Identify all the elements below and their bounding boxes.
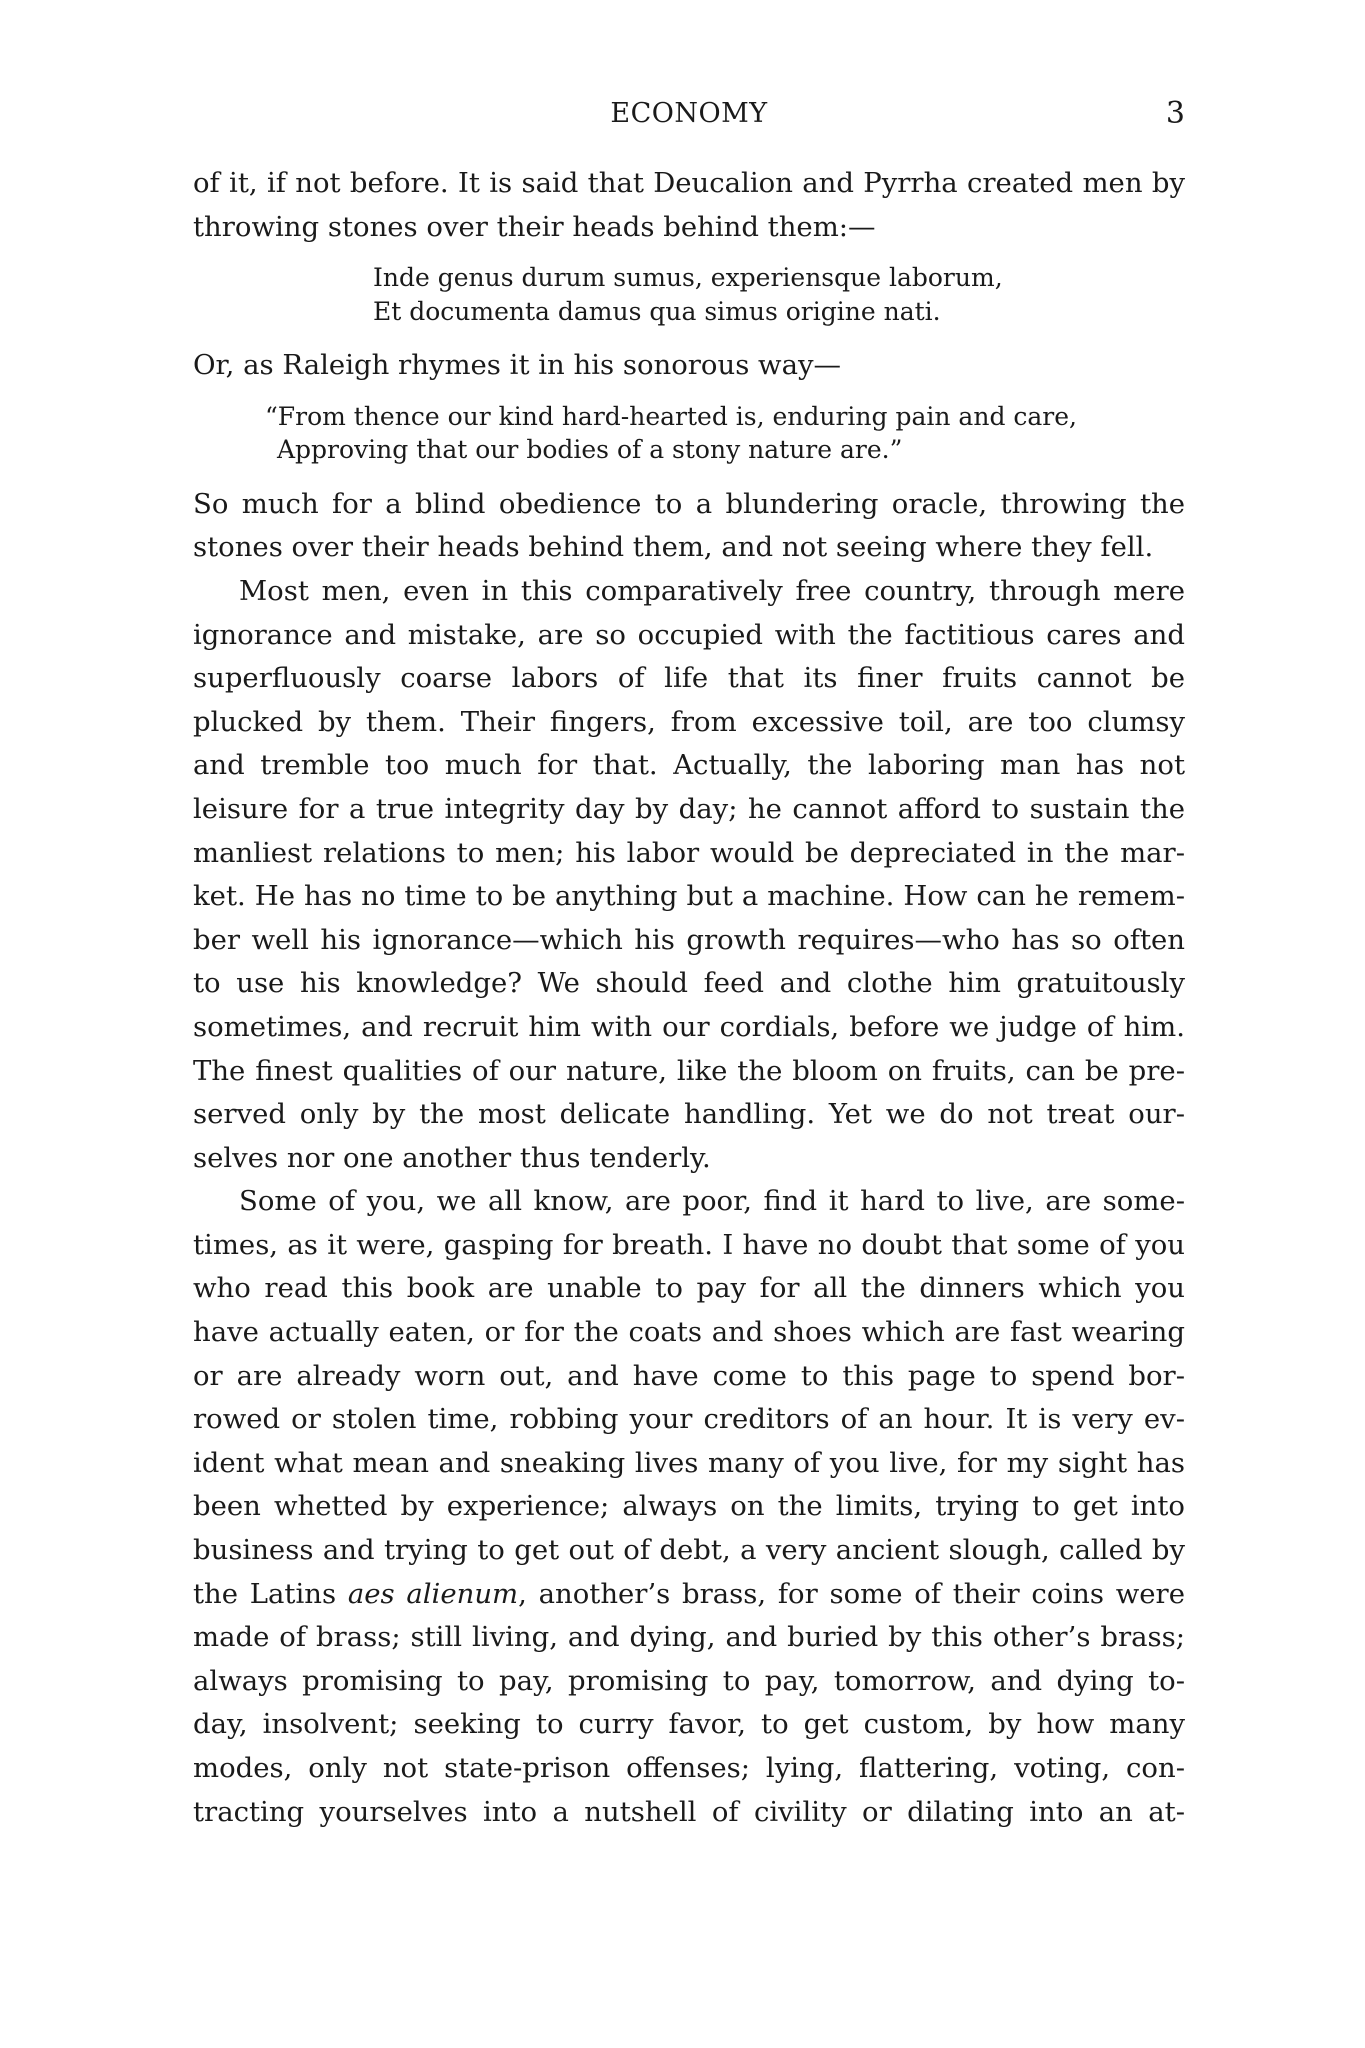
text-line: modes, only not state-prison offenses; lying, flattering, voting, con- (193, 1752, 1185, 1784)
text-line: made of brass; still living, and dying, and buried by this other’s brass; (193, 1621, 1185, 1654)
italic-phrase: aes alienum (347, 1577, 519, 1610)
raleigh-verse (193, 400, 1185, 467)
paragraph-continued (193, 162, 1185, 249)
text-line: day, insolvent; seeking to curry favor, to get custom, by how many (193, 1708, 1185, 1741)
text-line: business and trying to get out of debt, a very ancient slough, called by (193, 1534, 1185, 1567)
text-line: selves nor one another thus tenderly. (193, 1141, 711, 1174)
running-head (193, 94, 1185, 134)
text-line: rowed or stolen time, robbing your creditors of an hour. It is very ev- (193, 1403, 1185, 1436)
verse-line: Approving that our bodies of a stony nature are.” (277, 435, 903, 465)
text-line: ber well his ignorance—which his growth requires—who has so often (193, 923, 1185, 956)
text-line: and tremble too much for that. Actually, the laboring man has not (193, 749, 1185, 782)
text-line: Most men, even in this comparatively free country, through mere (239, 574, 1185, 607)
verse-line: “From thence our kind hard-hearted is, enduring pain and care, (265, 401, 1077, 431)
text-line: or are already worn out, and have come to this page to spend bor- (193, 1359, 1185, 1392)
text-line: The finest qualities of our nature, like the bloom on fruits, can be pre- (193, 1054, 1185, 1087)
paragraph-oracle (193, 483, 1185, 570)
paragraph-raleigh-intro (193, 344, 1185, 388)
text-line-latins (193, 1573, 1185, 1617)
text-line: plucked by them. Their fingers, from excessive toil, are too clumsy (193, 705, 1185, 738)
text-line: times, as it were, gasping for breath. I have no doubt that some of you (193, 1228, 1185, 1261)
text-line: ignorance and mistake, are so occupied with the factitious cares and (193, 618, 1185, 651)
latin-verse (193, 261, 1185, 328)
text-line: ident what mean and sneaking lives many of you live, for my sight has (193, 1446, 1185, 1479)
verse-line: Et documenta damus qua simus origine nati. (373, 296, 941, 326)
text-line: been whetted by experience; always on the limits, trying to get into (193, 1490, 1185, 1523)
text-run: , another’s brass, for some of their coins were (518, 1577, 1185, 1610)
text-line: Some of you, we all know, are poor, find it hard to live, are some- (239, 1185, 1185, 1218)
text-line: So much for a blind obedience to a blundering oracle, throwing the (193, 487, 1185, 520)
text-line: manliest relations to men; his labor would be depreciated in the mar- (193, 836, 1185, 869)
text-block (193, 162, 1185, 1834)
text-line: sometimes, and recruit him with our cordials, before we judge of him. (193, 1010, 1185, 1043)
text-line: ket. He has no time to be anything but a machine. How can he remem- (193, 880, 1185, 913)
paragraph-most-men (193, 570, 1185, 1180)
text-line: who read this book are unable to pay for all the dinners which you (193, 1272, 1185, 1305)
page-number: 3 (1165, 96, 1185, 131)
text-line: tracting yourselves into a nutshell of civility or dilating into an at- (193, 1795, 1185, 1828)
text-line: leisure for a true integrity day by day; he cannot afford to sustain the (193, 792, 1185, 825)
running-title: ECONOMY (610, 98, 768, 129)
text-line: Or, as Raleigh rhymes it in his sonorous way— (193, 349, 842, 382)
text-line: to use his knowledge? We should feed and clothe him gratuitously (193, 967, 1185, 1000)
text-line: have actually eaten, or for the coats and shoes which are fast wearing (193, 1316, 1185, 1349)
text-line: stones over their heads behind them, and not seeing where they fell. (193, 531, 1154, 564)
text-line: always promising to pay, promising to pay, tomorrow, and dying to- (193, 1664, 1185, 1697)
text-run: the Latins (193, 1577, 348, 1610)
text-line: superfluously coarse labors of life that its finer fruits cannot be (193, 662, 1185, 695)
text-line: served only by the most delicate handling. Yet we do not treat our- (193, 1098, 1185, 1131)
verse-line: Inde genus durum sumus, experiensque laborum, (373, 263, 1003, 293)
paragraph-some-of-you (193, 1180, 1185, 1834)
text-line: of it, if not before. It is said that Deucalion and Pyrrha created men by (193, 167, 1185, 199)
text-line: throwing stones over their heads behind them:— (193, 210, 876, 243)
